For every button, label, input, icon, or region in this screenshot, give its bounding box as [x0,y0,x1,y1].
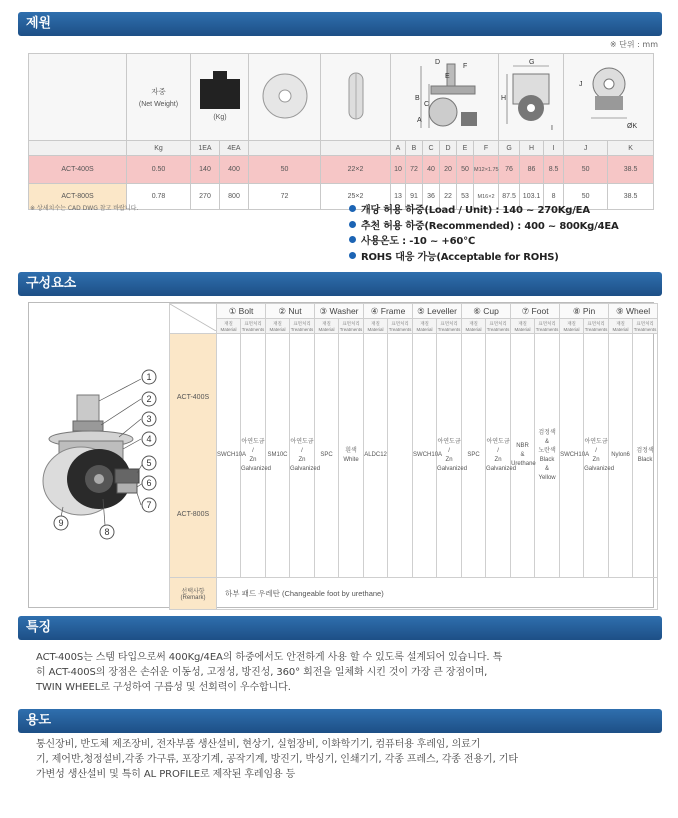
spec-subheader: Kg [127,141,191,156]
components-panel [28,302,657,608]
dim-d-cell: 22 [440,184,457,210]
spec-table [28,53,654,210]
unit-note: ※ 단위 : mm [609,40,658,49]
wheel-side-icon [260,71,310,121]
dia-cell: 72 [249,184,321,210]
dim-f-cell: M16×2 [474,184,499,210]
dim-j-cell: 50 [564,156,608,184]
dim-side-cell [391,54,499,141]
material-subheader: 재질 Material [609,319,633,334]
dim-g-cell: 87.5 [499,184,520,210]
dim-j-cell: 50 [564,184,608,210]
components-subheader-row [170,319,658,334]
feature-line: ACT-400S는 스템 타입으로써 400Kg/4EA의 하중에서도 안전하게 사용 할 수 있도록 설계되어 있습니다. 특 [36,652,503,663]
spec-subheader: H [520,141,544,156]
treatment-cell: 아연도금 / Zn Galvanized [290,334,315,578]
treatment-subheader: 표면처리 Treatments [241,320,265,332]
list-item [349,203,619,219]
dim-h-cell: 103.1 [520,184,544,210]
dim-i-cell: 8 [544,184,564,210]
treatment-subheader: 표면처리 Treatments [633,320,657,332]
bullet-text: 사용온도 : -10 ~ +60℃ [361,236,476,247]
spec-subheader: F [474,141,499,156]
dim-b-cell: 72 [406,156,423,184]
material-subheader: 재질 Material [315,319,339,334]
svg-text:ØK: ØK [626,123,637,130]
weight-icon [194,67,246,125]
part-header: ① Bolt [217,304,266,319]
callout-2: 2 [146,394,152,404]
treatment-subheader: 표면처리 Treatments [339,320,363,332]
dim-d-cell: 20 [440,156,457,184]
treatment-subheader: 표면처리 Treatments [290,320,314,332]
caster-exploded-image [29,303,169,607]
weight-icon-cell [191,54,249,141]
material-cell: SWCH10A [560,334,584,578]
spec-subheader-blank [29,141,127,156]
dim-a-cell: 10 [391,156,406,184]
treatment-cell: 검정색 Black [633,334,658,578]
material-cell: SM10C [266,334,290,578]
callout-3: 3 [146,414,152,424]
material-subheader: 재질 Material [511,319,535,334]
treatment-subheader: 표면처리 Treatments [486,320,510,332]
bullet-dot-icon [349,221,356,228]
material-cell: ALDC12 [364,334,388,578]
usage-line: 가변성 생산설비 및 특히 AL PROFILE로 제작된 후레임용 등 [36,769,296,780]
part-header: ⑦ Foot [511,304,560,319]
material-cell: SPC [462,334,486,578]
model-label-400s: ACT-400S [176,393,210,401]
feature-line: TWIN WHEEL로 구성하여 구름성 및 선회력이 우수합니다. [36,682,291,693]
dim-front-cell [499,54,564,141]
material-subheader: 재질 Material [364,319,388,334]
spec-subheader: A [391,141,406,156]
spec-subheader: J [564,141,608,156]
bullet-text: 개당 허용 하중(Load / Unit) : 140 ~ 270Kg/EA [361,205,590,216]
material-subheader: 재질 Material [217,319,241,334]
components-section-title: 구성요소 [18,272,662,296]
material-cell: SPC [315,334,339,578]
spec-subheader: G [499,141,520,156]
callout-4: 4 [146,434,152,444]
callout-1: 1 [146,372,152,382]
part-header: ⑤ Leveller [413,304,462,319]
spec-subheader: E [457,141,474,156]
callout-8: 8 [104,527,110,537]
spec-bullets [349,203,619,265]
bullet-dot-icon [349,236,356,243]
svg-text:A: A [417,117,422,124]
spec-subheader: 4EA [220,141,249,156]
wheel-front-icon [341,70,371,122]
svg-text:I: I [551,125,554,132]
ea1-cell: 140 [191,156,220,184]
dim-g-cell: 76 [499,156,520,184]
dim-top-cell [564,54,654,141]
material-cell: SWCH10A [413,334,437,578]
svg-text:G: G [529,59,535,66]
svg-text:B: B [415,95,420,102]
dim-f-cell: M12×1.75 [474,156,499,184]
treatment-cell: 아연도금 / Zn Galvanized [437,334,462,578]
material-cell: NBR & Urethane [511,334,535,578]
callout-9: 9 [58,518,64,528]
model-cell: ACT-800S [29,184,127,210]
feature-section-title: 특징 [18,616,662,640]
dimension-top-drawing [567,56,651,136]
dim-a-cell: 13 [391,184,406,210]
components-corner [170,304,217,334]
models-cell [170,334,217,578]
remark-text: 하부 패드 우레탄 (Changeable foot by urethane) [217,578,658,610]
list-item [349,219,619,235]
spec-subheader [249,141,321,156]
bullet-dot-icon [349,252,356,259]
usage-section-title: 용도 [18,709,662,733]
treatment-subheader: 표면처리 Treatments [535,320,559,332]
wheel-front-cell [321,54,391,141]
weight-label: 자중 [151,87,166,96]
spec-subheader: K [608,141,654,156]
svg-text:D: D [435,59,441,66]
material-cell: SWCH10A [217,334,241,578]
material-subheader: 재질 Material [462,319,486,334]
svg-text:F: F [463,63,468,70]
dimension-side-drawing [391,56,511,136]
list-item [349,234,619,250]
spec-corner [29,54,127,141]
table-row [170,334,658,578]
spec-subheader: 1EA [191,141,220,156]
dim-k-cell: 38.5 [608,184,654,210]
caster-drawing [29,303,169,607]
kg-cell: 0.78 [127,184,191,210]
usage-line: 통신장비, 반도체 제조장비, 전자부품 생산설비, 현상기, 실험장비, 이화학기기, 컴퓨터용 후레임, 의료기 [36,739,481,750]
material-subheader: 재질 Material [266,319,290,334]
usage-text [36,737,518,782]
weight-label-en: (Net Weight) [138,101,179,108]
kg-cell: 0.50 [127,156,191,184]
dim-i-cell: 8.5 [544,156,564,184]
part-header: ③ Washer [315,304,364,319]
bullet-text: ROHS 대응 가능(Acceptable for ROHS) [361,251,559,263]
ea1-cell: 270 [191,184,220,210]
spec-section-title: 제원 [18,12,662,36]
list-item [349,250,619,266]
spec-subheader [321,141,391,156]
bullet-text: 추천 허용 하중(Recommended) : 400 ~ 800Kg/4EA [361,220,619,232]
dia-cell: 50 [249,156,321,184]
material-cell: Nylon6 [609,334,633,578]
treatment-cell: 아연도금 / Zn Galvanized [241,334,266,578]
kg-tag: (Kg) [212,114,227,121]
bullet-dot-icon [349,205,356,212]
model-label-800s: ACT-800S [176,510,210,518]
part-header: ⑥ Cup [462,304,511,319]
callout-6: 6 [146,478,152,488]
treatment-cell: 흰색 White [339,334,364,578]
treatment-cell [388,334,413,578]
svg-text:H: H [501,95,507,102]
dim-h-cell: 86 [520,156,544,184]
callout-7: 7 [146,500,152,510]
svg-text:J: J [578,81,583,88]
components-table [169,303,658,610]
dimension-front-drawing [499,56,563,136]
remark-label: 선택사항 (Remark) [170,578,217,610]
spec-note: ※ 상세치수는 CAD DWG 참고 바랍니다. [30,205,139,212]
treatment-cell: 아연도금 / Zn Galvanized [584,334,609,578]
dim-b-cell: 91 [406,184,423,210]
usage-line: 기, 제어반,청정설비,각종 가구류, 포장기계, 공작기계, 방진기, 박싱기, 인쇄기기, 각종 프레스, 각종 전용기, 기타 [36,754,518,765]
model-cell: ACT-400S [29,156,127,184]
dim-e-cell: 53 [457,184,474,210]
spec-subheader: D [440,141,457,156]
treatment-subheader: 표면처리 Treatments [437,320,461,332]
treatment-subheader: 표면처리 Treatments [388,320,412,332]
treatment-cell: 검정색 & 노란색 Black & Yellow [535,334,560,578]
svg-text:C: C [424,101,430,108]
material-subheader: 재질 Material [560,319,584,334]
ea4-cell: 800 [220,184,249,210]
weight-label-cell [127,54,191,141]
spec-subheader: I [544,141,564,156]
treatment-subheader: 표면처리 Treatments [584,320,608,332]
part-header: ⑨ Wheel [609,304,658,319]
svg-text:E: E [445,73,450,80]
feature-text [36,650,502,695]
table-row [29,156,654,184]
feature-line: 히 ACT-400S의 장점은 손쉬운 이동성, 고정성, 방진성, 360° 회전을 일체화 시킨 것이 가장 큰 장점이며, [36,667,488,678]
material-subheader: 재질 Material [413,319,437,334]
spec-subheader: C [423,141,440,156]
spec-subheader: B [406,141,423,156]
treatment-cell: 아연도금 / Zn Galvanized [486,334,511,578]
spec-subheader-row [29,141,654,156]
part-header: ② Nut [266,304,315,319]
wheel-side-cell [249,54,321,141]
wheel-cell: 22×2 [321,156,391,184]
part-header: ④ Frame [364,304,413,319]
remark-row [170,578,658,610]
dim-k-cell: 38.5 [608,156,654,184]
ea4-cell: 400 [220,156,249,184]
dim-e-cell: 50 [457,156,474,184]
wheel-cell: 25×2 [321,184,391,210]
components-header-row [170,304,658,319]
part-header: ⑧ Pin [560,304,609,319]
callout-5: 5 [146,458,152,468]
dim-c-cell: 40 [423,156,440,184]
dim-c-cell: 36 [423,184,440,210]
